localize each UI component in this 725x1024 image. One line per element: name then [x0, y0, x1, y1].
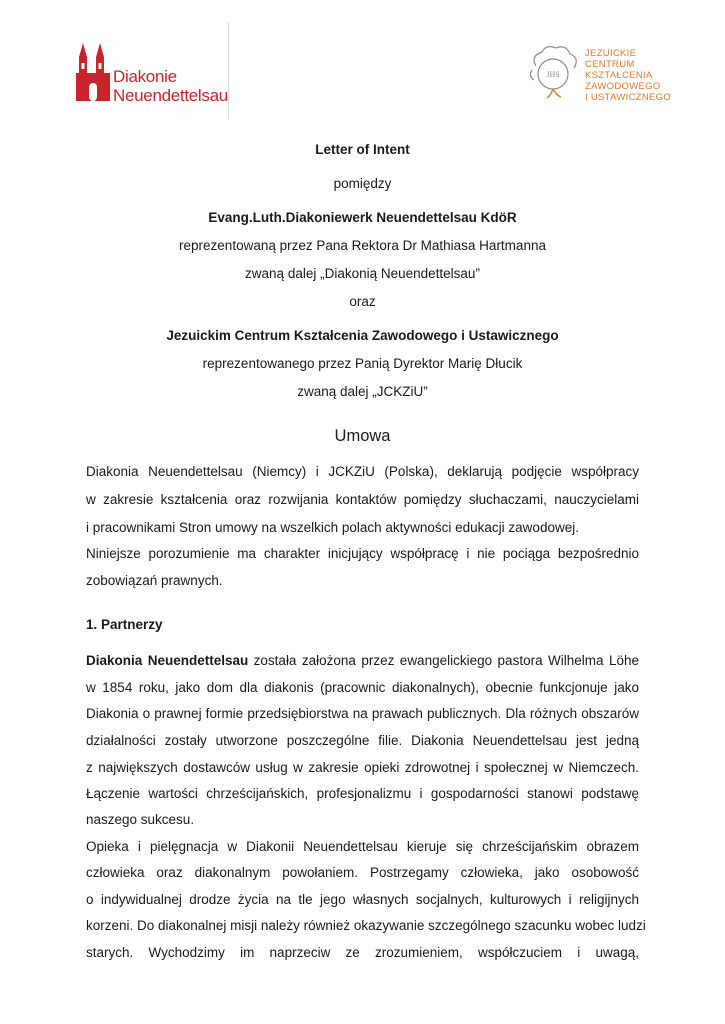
jckziu-wordmark [585, 48, 686, 103]
diakonie-logo [68, 22, 229, 120]
agreement-line: i pracownikami Stron umowy na wszelkich polach aktywności edukacji zawodowej. [86, 520, 579, 535]
section1-line: działalności zostały utworzone poszczególne filie. Diakonia Neuendettelsau jest jedną [86, 733, 639, 748]
section1-line: o indywidualnej drodze życia na tle jego własnych socjalnych, kulturowych i religijnych [86, 892, 639, 907]
section1-line: z największych dostawców usług w zakresie opieki zdrowotnej i społecznej w Niemczech. [86, 760, 639, 775]
logo-right-line-1: JEZUICKIE CENTRUM [585, 48, 637, 70]
church-towers-icon [76, 43, 110, 101]
bold-lead: Diakonia Neuendettelsau [86, 653, 249, 668]
section1-first-line [86, 653, 639, 668]
section1-line: korzeni. Do diakonalnej misji należy również okazywanie szczególnego szacunku wobec ludzi [86, 918, 646, 933]
tree-seal-icon [526, 44, 582, 100]
section1-line: Łączenie wartości chrześcijańskich, profesjonalizmu i gospodarności stanowi podstawę [86, 786, 639, 801]
section1-line: starych. Wychodzimy im naprzeciw ze zrozumieniem, współczuciem i uwagą, [86, 945, 639, 960]
logo-right-line-2: KSZTAŁCENIA [585, 70, 653, 81]
party1-alias: zwaną dalej „Diakonią Neuendettelsau” [245, 266, 480, 281]
party1-name: Evang.Luth.Diakoniewerk Neuendettelsau KdöR [208, 210, 517, 225]
logo-right-line-4: I USTAWICZNEGO [585, 92, 672, 103]
document-title: Letter of Intent [315, 142, 410, 157]
between-label: pomiędzy [333, 176, 392, 191]
party2-alias: zwaną dalej „JCKZiU” [297, 384, 428, 399]
agreement-line: zobowiązań prawnych. [86, 573, 223, 588]
agreement-line: w zakresie kształcenia oraz rozwijania kontaktów pomiędzy słuchaczami, nauczycielami [86, 492, 639, 507]
logo-right-line-3: ZAWODOWEGO [585, 81, 661, 92]
section1-line: Opieka i pielęgnacja w Diakonii Neuendettelsau kieruje się chrześcijańskim obrazem [86, 839, 639, 854]
party1-representative: reprezentowaną przez Pana Rektora Dr Mathiasa Hartmanna [179, 238, 546, 253]
svg-text:JHS: JHS [546, 70, 560, 79]
logo-line-2: Neuendettelsau [113, 86, 228, 105]
diakonie-wordmark [113, 67, 228, 105]
party2-representative: reprezentowanego przez Panią Dyrektor Marię Dłucik [202, 356, 523, 371]
agreement-line: Diakonia Neuendettelsau (Niemcy) i JCKZiU (Polska), deklarują podjęcie współpracy [86, 464, 639, 479]
section-heading-partners: 1. Partnerzy [86, 617, 163, 632]
agreement-heading: Umowa [334, 427, 391, 445]
jckziu-logo [526, 44, 686, 103]
section1-line: naszego sukcesu. [86, 812, 195, 827]
section1-line: w 1854 roku, jako dom dla diakonis (pracownic diakonalnych), obecnie funkcjonuje jako [86, 680, 639, 695]
agreement-line: Niniejsze porozumienie ma charakter inicjujący współpracę i nie pociąga bezpośrednio [86, 546, 639, 561]
section1-line: Diakonia o prawnej formie przedsiębiorstwa na prawach publicznych. Dla różnych obszarów [86, 706, 639, 721]
first-line-rest: została założona przez ewangelickiego pastora Wilhelma Löhe [248, 653, 639, 668]
and-label: oraz [349, 294, 376, 309]
logo-line-1: Diakonie [113, 67, 177, 86]
party2-name: Jezuickim Centrum Kształcenia Zawodowego i Ustawicznego [166, 328, 559, 343]
section1-line: człowieka oraz diakonalnym powołaniem. Postrzegamy człowieka, jako osobowość [86, 865, 639, 880]
